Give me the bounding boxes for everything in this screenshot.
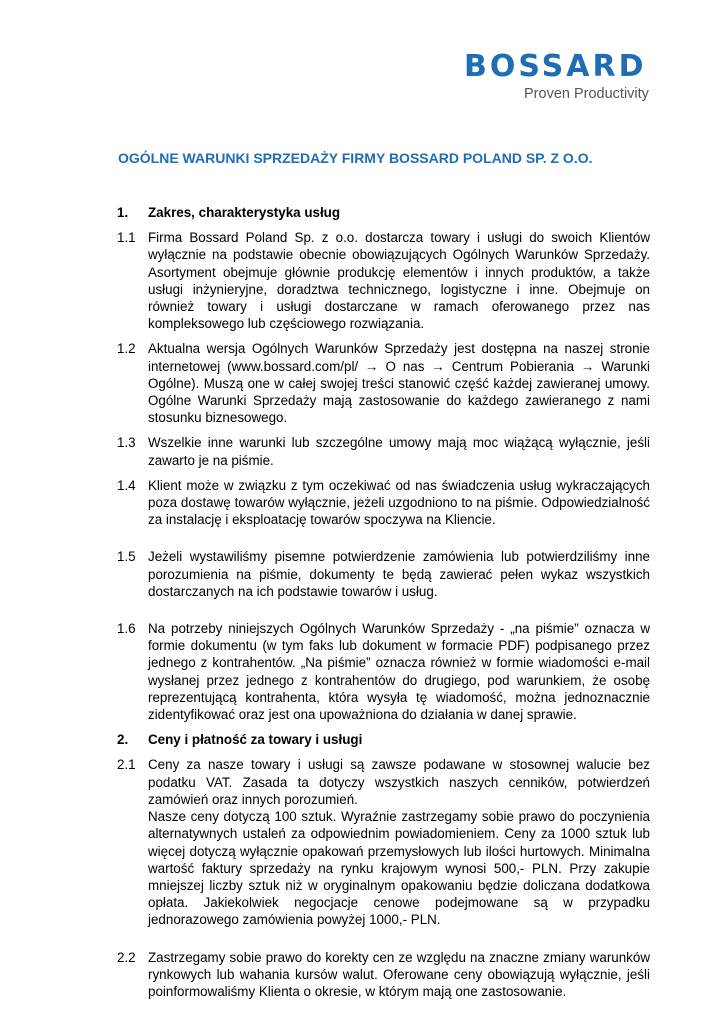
clause-text: Wszelkie inne warunki lub szczególne umowy mają moc wiążącą wyłącznie, jeśli zawarto je na piśmie. <box>148 435 650 468</box>
clause <box>117 548 650 600</box>
clause <box>117 949 650 1001</box>
clause-paragraph: Nasze ceny dotyczą 100 sztuk. Wyraźnie zastrzegamy sobie prawo do poczynienia alternatywnych ustaleń za odpowiednim powiadomieniem. Ceny za 1000 sztuk lub więcej dotyczą wyłącznie opakowań przemysłowych lub ilości hurtowych. Minimalna wartość faktury sprzedaży na rynku krajowym wynosi 500,- PLN. Przy zakupie mniejszej liczby sztuk niż w oryginalnym opakowaniu będzie doliczana dodatkowa opłata. Jakiekolwiek negocjacje cenowe podejmowane są w przypadku jednorazowego zamówienia powyżej 1000,- PLN. <box>148 809 650 928</box>
section-number: 1. <box>117 205 129 220</box>
logo-letter-o: O <box>489 49 519 84</box>
section-title: Zakres, charakterystyka usług <box>148 205 341 220</box>
logo-tagline: Proven Productivity <box>524 86 649 102</box>
clause <box>117 229 650 332</box>
clause <box>117 620 650 723</box>
section-title: Ceny i płatność za towary i usługi <box>148 732 363 748</box>
document-title: OGÓLNE WARUNKI SPRZEDAŻY FIRMY BOSSARD POLAND SP. Z O.O. <box>118 150 593 166</box>
section-heading <box>117 731 650 748</box>
clause-text: Firma Bossard Poland Sp. z o.o. dostarcza towary i usługi do swoich Klientów wyłącznie na podstawie obecnie obowiązujących Ogólnych Warunków Sprzedaży. Asortyment obejmuje głównie produkcję elementów i innych produktów, a także usługi inżynieryjne, doradztwa technicznego, logistyczne i inne. Obejmuje on również towary i usługi dostarczane w ramach oferowanego przez nas kompleksowego lub częściowego rozwiązania. <box>148 230 650 332</box>
clause-text: Aktualna wersja Ogólnych Warunków Sprzedaży jest dostępna na naszej stronie internetowej (www.bossard.com/pl/ → O nas → Centrum Pobierania → Warunki Ogólne). Muszą one w całej swojej treści stanowić część każdej zawieranej umowy. Ogólne Warunki Sprzedaży mają zastosowanie do każdego zawieranego z nami stosunku biznesowego. <box>148 341 650 426</box>
clause-number: 1.5 <box>117 549 136 565</box>
document-body <box>117 204 650 1008</box>
logo-letters-ssard: SSARD <box>518 49 647 84</box>
clause-text: Na potrzeby niniejszych Ogólnych Warunków Sprzedaży - „na piśmie” oznacza w formie dokumentu (w tym faks lub dokument w formacie PDF) podpisanego przez jednego z kontrahentów. „Na piśmie” oznacza również w formie wiadomości e-mail wysłanej przez jednego z kontrahentów do drugiego, pod warunkiem, że osobę reprezentującą kontrahenta, która wysyła tę wiadomość, można jednoznacznie zidentyfikować oraz jest ona upoważniona do działania w danej sprawie. <box>148 621 650 723</box>
clause <box>117 477 650 529</box>
clause-text: Klient może w związku z tym oczekiwać od nas świadczenia usług wykraczających poza dostawę towarów wyłącznie, jeżeli uzgodniono to na piśmie. Odpowiedzialność za instalację i eksploatację towarów spoczywa na Kliencie. <box>148 477 650 528</box>
bossard-logo <box>464 50 654 102</box>
clause-number: 2.1 <box>117 757 136 773</box>
clause <box>117 434 650 468</box>
clause-paragraph: Ceny za nasze towary i usługi są zawsze podawane w stosownej walucie bez podatku VAT. Zasada ta dotyczy wszystkich naszych cenników, potwierdzeń zamówień oraz innych porozumień. <box>148 757 650 807</box>
clause-number: 1.3 <box>117 435 136 451</box>
clause-number: 1.2 <box>117 341 136 357</box>
clause <box>117 756 650 928</box>
clause-text: Jeżeli wystawiliśmy pisemne potwierdzenie zamówienia lub potwierdziliśmy inne porozumienia na piśmie, dokumenty te będą zawierać pełen wykaz wszystkich dostarczanych na ich podstawie towarów i usług. <box>148 549 650 599</box>
clause-number: 1.4 <box>117 477 136 493</box>
clause-text: Zastrzegamy sobie prawo do korekty cen ze względu na znaczne zmiany warunków rynkowych lub wahania kursów walut. Oferowane ceny obowiązują wyłącznie, jeśli poinformowaliśmy Klienta o okresie, w którym mają one zastosowanie. <box>148 949 650 999</box>
clause-number: 1.1 <box>117 230 136 246</box>
logo-wordmark <box>464 50 654 84</box>
clause <box>117 340 650 426</box>
logo-letter-b: B <box>464 49 490 84</box>
clause-number: 2.2 <box>117 949 136 965</box>
section-number: 2. <box>117 732 129 748</box>
clause-text <box>148 756 650 928</box>
section-heading <box>117 204 650 221</box>
clause-number: 1.6 <box>117 621 136 637</box>
logo-o-mark <box>490 50 519 84</box>
